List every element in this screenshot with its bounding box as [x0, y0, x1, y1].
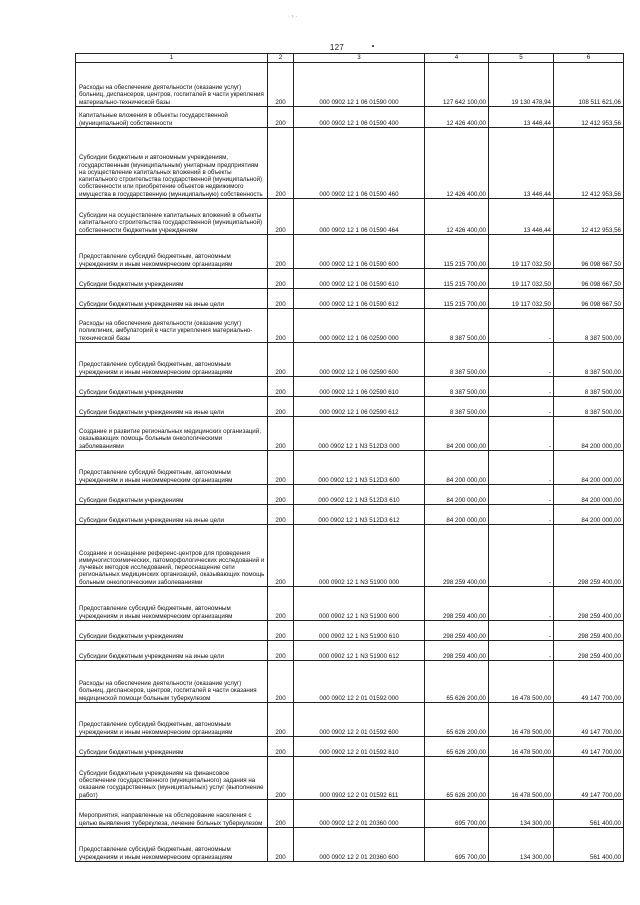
line-code: 200: [268, 107, 294, 128]
unexecuted-amount: 49 147 700,00: [554, 757, 624, 800]
executed-amount: 134 300,00: [489, 828, 554, 862]
table-row: [76, 63, 624, 107]
column-number: 5: [489, 54, 554, 63]
unexecuted-amount: 8 387 500,00: [554, 377, 624, 397]
row-name: Субсидии бюджетным учреждениям на финансовое обеспечение государственного (муниципального) задания на оказание государственных (муниципальных) услуг (выполнение работ): [76, 757, 268, 800]
budget-classification-code: 000 0902 12 1 N3 51900 610: [294, 621, 425, 641]
budget-classification-code: 000 0902 12 2 01 01592 000: [294, 661, 425, 703]
approved-amount: 298 259 400,00: [425, 621, 489, 641]
table-row: [76, 485, 624, 505]
row-name: Субсидии бюджетным учреждениям: [76, 621, 268, 641]
row-name: Субсидии бюджетным учреждениям: [76, 737, 268, 757]
approved-amount: 115 215 700,00: [425, 235, 489, 269]
approved-amount: 12 426 400,00: [425, 107, 489, 128]
table-row: [76, 235, 624, 269]
unexecuted-amount: 108 511 621,06: [554, 63, 624, 107]
table-row: [76, 703, 624, 737]
budget-classification-code: 000 0902 12 2 01 01592 610: [294, 737, 425, 757]
approved-amount: 127 642 100,00: [425, 63, 489, 107]
unexecuted-amount: 8 387 500,00: [554, 343, 624, 377]
column-number: 2: [268, 54, 294, 63]
executed-amount: -: [489, 451, 554, 485]
approved-amount: 8 387 500,00: [425, 397, 489, 417]
approved-amount: 8 387 500,00: [425, 377, 489, 397]
unexecuted-amount: 49 147 700,00: [554, 737, 624, 757]
budget-classification-code: 000 0902 12 1 06 02590 612: [294, 397, 425, 417]
row-name: Субсидии бюджетным учреждениям: [76, 485, 268, 505]
table-row: [76, 737, 624, 757]
executed-amount: -: [489, 397, 554, 417]
line-code: 200: [268, 641, 294, 661]
unexecuted-amount: 96 098 667,50: [554, 235, 624, 269]
approved-amount: 8 387 500,00: [425, 309, 489, 343]
row-name: Расходы на обеспечение деятельности (оказание услуг) поликлиник, амбулаторий в части укрепления материально-технической базы: [76, 309, 268, 343]
executed-amount: -: [489, 621, 554, 641]
table-row: [76, 800, 624, 828]
column-number: 3: [294, 54, 425, 63]
unexecuted-amount: 84 200 000,00: [554, 451, 624, 485]
row-name: Субсидии бюджетным учреждениям на иные цели: [76, 397, 268, 417]
executed-amount: 13 446,44: [489, 128, 554, 199]
line-code: 200: [268, 343, 294, 377]
budget-classification-code: 000 0902 12 2 01 20360 000: [294, 800, 425, 828]
row-name: Расходы на обеспечение деятельности (оказание услуг) больниц, диспансеров, центров, госпиталей в части оказания медицинской помощи больным туберкулезом: [76, 661, 268, 703]
approved-amount: 115 215 700,00: [425, 289, 489, 309]
expenditure-table: [75, 53, 624, 862]
line-code: 200: [268, 417, 294, 451]
unexecuted-amount: 561 400,00: [554, 828, 624, 862]
table-row: [76, 289, 624, 309]
table-row: [76, 641, 624, 661]
row-name: Субсидии бюджетным учреждениям: [76, 269, 268, 289]
table-row: [76, 377, 624, 397]
table-row: [76, 828, 624, 862]
unexecuted-amount: 96 098 667,50: [554, 269, 624, 289]
line-code: 200: [268, 128, 294, 199]
table-row: [76, 343, 624, 377]
approved-amount: 298 259 400,00: [425, 587, 489, 621]
unexecuted-amount: 12 412 953,56: [554, 128, 624, 199]
approved-amount: 115 215 700,00: [425, 269, 489, 289]
executed-amount: -: [489, 485, 554, 505]
line-code: 200: [268, 703, 294, 737]
line-code: 200: [268, 525, 294, 587]
row-name: Субсидии бюджетным учреждениям на иные цели: [76, 289, 268, 309]
unexecuted-amount: 49 147 700,00: [554, 661, 624, 703]
budget-classification-code: 000 0902 12 1 N3 51900 612: [294, 641, 425, 661]
row-name: Создание и развитие региональных медицинских организаций, оказывающих помощь больным онкологическими заболеваниями: [76, 417, 268, 451]
unexecuted-amount: 49 147 700,00: [554, 703, 624, 737]
executed-amount: -: [489, 377, 554, 397]
budget-classification-code: 000 0902 12 1 06 01590 460: [294, 128, 425, 199]
approved-amount: 298 259 400,00: [425, 641, 489, 661]
budget-classification-code: 000 0902 12 1 06 01590 464: [294, 199, 425, 235]
column-number-row: [76, 54, 624, 63]
executed-amount: 13 446,44: [489, 199, 554, 235]
table-row: [76, 451, 624, 485]
approved-amount: 298 259 400,00: [425, 525, 489, 587]
table-row: [76, 199, 624, 235]
row-name: Предоставление субсидий бюджетным, автономным учреждениям и иным некоммерческим организациям: [76, 343, 268, 377]
executed-amount: 16 478 500,00: [489, 703, 554, 737]
approved-amount: 84 200 000,00: [425, 451, 489, 485]
table-row: [76, 587, 624, 621]
budget-classification-code: 000 0902 12 2 01 01592 611: [294, 757, 425, 800]
line-code: 200: [268, 63, 294, 107]
row-name: Субсидии бюджетным учреждениям: [76, 377, 268, 397]
unexecuted-amount: 8 387 500,00: [554, 309, 624, 343]
approved-amount: 12 426 400,00: [425, 128, 489, 199]
budget-classification-code: 000 0902 12 1 N3 51900 000: [294, 525, 425, 587]
budget-classification-code: 000 0902 12 1 06 01590 600: [294, 235, 425, 269]
executed-amount: -: [489, 641, 554, 661]
executed-amount: -: [489, 587, 554, 621]
line-code: 200: [268, 737, 294, 757]
row-name: Предоставление субсидий бюджетным, автономным учреждениям и иным некоммерческим организациям: [76, 828, 268, 862]
budget-classification-code: 000 0902 12 2 01 01592 600: [294, 703, 425, 737]
scan-speck: [372, 45, 374, 47]
executed-amount: -: [489, 505, 554, 525]
line-code: 200: [268, 505, 294, 525]
executed-amount: 19 117 032,50: [489, 269, 554, 289]
budget-classification-code: 000 0902 12 2 01 20360 600: [294, 828, 425, 862]
budget-classification-code: 000 0902 12 1 06 01590 612: [294, 289, 425, 309]
table-row: [76, 107, 624, 128]
unexecuted-amount: 561 400,00: [554, 800, 624, 828]
table-row: [76, 505, 624, 525]
line-code: 200: [268, 828, 294, 862]
unexecuted-amount: 298 259 400,00: [554, 621, 624, 641]
line-code: 200: [268, 397, 294, 417]
executed-amount: -: [489, 343, 554, 377]
unexecuted-amount: 84 200 000,00: [554, 417, 624, 451]
line-code: 200: [268, 377, 294, 397]
table-row: [76, 309, 624, 343]
row-name: Мероприятия, направленные на обследование населения с целью выявления туберкулеза, лечение больных туберкулезом: [76, 800, 268, 828]
line-code: 200: [268, 621, 294, 641]
budget-classification-code: 000 0902 12 1 06 02590 000: [294, 309, 425, 343]
line-code: 200: [268, 800, 294, 828]
executed-amount: 16 478 500,00: [489, 737, 554, 757]
approved-amount: 695 700,00: [425, 828, 489, 862]
budget-classification-code: 000 0902 12 1 N3 51900 600: [294, 587, 425, 621]
executed-amount: 19 130 478,94: [489, 63, 554, 107]
row-name: Предоставление субсидий бюджетным, автономным учреждениям и иным некоммерческим организациям: [76, 587, 268, 621]
line-code: 200: [268, 451, 294, 485]
approved-amount: 65 626 200,00: [425, 737, 489, 757]
table-row: [76, 621, 624, 641]
executed-amount: 19 117 032,50: [489, 289, 554, 309]
line-code: 200: [268, 269, 294, 289]
scan-noise: · › ·: [288, 14, 298, 20]
table-row: [76, 757, 624, 800]
column-number: 1: [76, 54, 268, 63]
page-number: 127: [329, 43, 345, 52]
approved-amount: 8 387 500,00: [425, 343, 489, 377]
approved-amount: 695 700,00: [425, 800, 489, 828]
budget-classification-code: 000 0902 12 1 06 02590 610: [294, 377, 425, 397]
approved-amount: 65 626 200,00: [425, 757, 489, 800]
line-code: 200: [268, 485, 294, 505]
table-row: [76, 525, 624, 587]
unexecuted-amount: 12 412 953,56: [554, 199, 624, 235]
unexecuted-amount: 84 200 000,00: [554, 505, 624, 525]
unexecuted-amount: 12 412 953,56: [554, 107, 624, 128]
row-name: Создание и оснащение референс-центров для проведения иммуногистохимических, патоморфологических исследований и лучевых методов исследований, переоснащение сети региональных медицинских организаций, оказывающих помощь больным онкологическими заболеваниями: [76, 525, 268, 587]
executed-amount: -: [489, 525, 554, 587]
line-code: 200: [268, 757, 294, 800]
approved-amount: 65 626 200,00: [425, 661, 489, 703]
row-name: Субсидии бюджетным и автономным учреждениям, государственным (муниципальным) унитарным предприятиям на осуществление капитальных вложений в объекты капитального строительства государственной (муниципальной) собственности или приобретение объектов недвижимого имущества в государственную (муниципальную) собственность: [76, 128, 268, 199]
executed-amount: 13 446,44: [489, 107, 554, 128]
table-row: [76, 269, 624, 289]
budget-classification-code: 000 0902 12 1 06 02590 600: [294, 343, 425, 377]
budget-classification-code: 000 0902 12 1 N3 512D3 000: [294, 417, 425, 451]
executed-amount: 19 117 032,50: [489, 235, 554, 269]
table-row: [76, 128, 624, 199]
unexecuted-amount: 298 259 400,00: [554, 641, 624, 661]
unexecuted-amount: 8 387 500,00: [554, 397, 624, 417]
line-code: 200: [268, 309, 294, 343]
unexecuted-amount: 84 200 000,00: [554, 485, 624, 505]
line-code: 200: [268, 587, 294, 621]
budget-classification-code: 000 0902 12 1 06 01590 400: [294, 107, 425, 128]
budget-classification-code: 000 0902 12 1 N3 512D3 610: [294, 485, 425, 505]
table-row: [76, 417, 624, 451]
row-name: Предоставление субсидий бюджетным, автономным учреждениям и иным некоммерческим организациям: [76, 451, 268, 485]
budget-classification-code: 000 0902 12 1 06 01590 610: [294, 269, 425, 289]
row-name: Капитальные вложения в объекты государственной (муниципальной) собственности: [76, 107, 268, 128]
approved-amount: 65 626 200,00: [425, 703, 489, 737]
unexecuted-amount: 298 259 400,00: [554, 525, 624, 587]
line-code: 200: [268, 199, 294, 235]
table-row: [76, 661, 624, 703]
column-number: 6: [554, 54, 624, 63]
unexecuted-amount: 96 098 667,50: [554, 289, 624, 309]
unexecuted-amount: 298 259 400,00: [554, 587, 624, 621]
row-name: Субсидии на осуществление капитальных вложений в объекты капитального строительства государственной (муниципальной) собственности бюджетным учреждениям: [76, 199, 268, 235]
executed-amount: -: [489, 309, 554, 343]
row-name: Субсидии бюджетным учреждениям на иные цели: [76, 505, 268, 525]
column-number: 4: [425, 54, 489, 63]
row-name: Субсидии бюджетным учреждениям на иные цели: [76, 641, 268, 661]
row-name: Предоставление субсидий бюджетным, автономным учреждениям и иным некоммерческим организациям: [76, 235, 268, 269]
row-name: Предоставление субсидий бюджетным, автономным учреждениям и иным некоммерческим организациям: [76, 703, 268, 737]
line-code: 200: [268, 235, 294, 269]
row-name: Расходы на обеспечение деятельности (оказание услуг) больниц, диспансеров, центров, госпиталей в части укрепления материально-технической базы: [76, 63, 268, 107]
approved-amount: 84 200 000,00: [425, 417, 489, 451]
budget-classification-code: 000 0902 12 1 N3 512D3 600: [294, 451, 425, 485]
budget-classification-code: 000 0902 12 1 N3 512D3 612: [294, 505, 425, 525]
approved-amount: 84 200 000,00: [425, 505, 489, 525]
budget-classification-code: 000 0902 12 1 06 01590 000: [294, 63, 425, 107]
executed-amount: -: [489, 417, 554, 451]
executed-amount: 134 300,00: [489, 800, 554, 828]
approved-amount: 12 426 400,00: [425, 199, 489, 235]
line-code: 200: [268, 289, 294, 309]
executed-amount: 16 478 500,00: [489, 661, 554, 703]
table-row: [76, 397, 624, 417]
line-code: 200: [268, 661, 294, 703]
approved-amount: 84 200 000,00: [425, 485, 489, 505]
executed-amount: 16 478 500,00: [489, 757, 554, 800]
